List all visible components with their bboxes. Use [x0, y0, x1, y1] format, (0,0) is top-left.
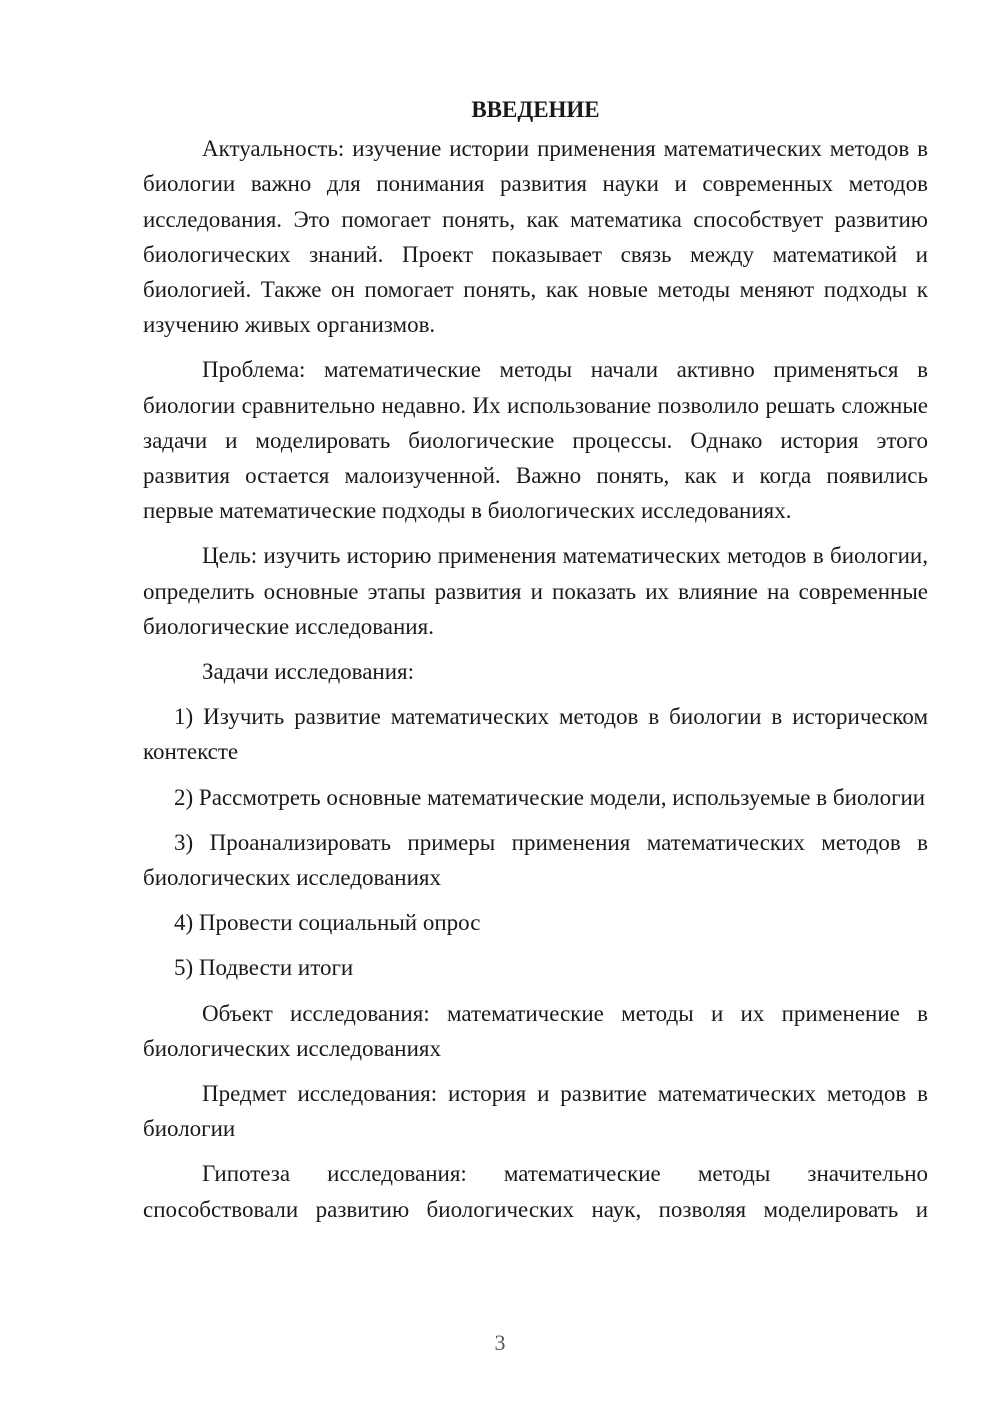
paragraph-goal: Цель: изучить историю применения математических методов в биологии, определить основные этапы развития и показать их влияние на современные биологические исследования. [143, 543, 928, 639]
paragraph-tasks-heading: Задачи исследования: [202, 659, 415, 685]
paragraph-object: Объект исследования: математические методы и их применение в биологических исследованиях [143, 1000, 928, 1061]
section-title: ВВЕДЕНИЕ [471, 97, 600, 122]
paragraph-problem: Проблема: математические методы начали активно применяться в биологии сравнительно недавно. Их использование позволило решать сложные задачи и моделировать биологические процессы. Однако история этого развития остается малоизученной. Важно понять, как и когда появились первые математические подходы в биологических исследованиях. [143, 357, 928, 524]
document-page [143, 92, 928, 1227]
paragraph-subject: Предмет исследования: история и развитие математических методов в биологии [143, 1081, 928, 1142]
task-item: 1) Изучить развитие математических методов в биологии в историческом контексте [143, 704, 928, 765]
task-item: 5) Подвести итоги [174, 955, 354, 981]
page-number: 3 [494, 1330, 506, 1355]
paragraph-relevance: Актуальность: изучение истории применения математических методов в биологии важно для понимания развития науки и современных методов исследования. Это помогает понять, как математика способствует развитию биологических знаний. Проект показывает связь между математикой и биологией. Также он помогает понять, как новые методы меняют подходы к изучению живых организмов. [143, 136, 928, 338]
task-item: 3) Проанализировать примеры применения математических методов в биологических исследованиях [143, 829, 928, 891]
paragraph-hypothesis: Гипотеза исследования: математические методы значительно способствовали развитию биологических наук, позволяя моделировать и [143, 1161, 928, 1222]
task-item: 4) Провести социальный опрос [174, 910, 481, 936]
task-item: 2) Рассмотреть основные математические модели, используемые в биологии [174, 784, 926, 810]
